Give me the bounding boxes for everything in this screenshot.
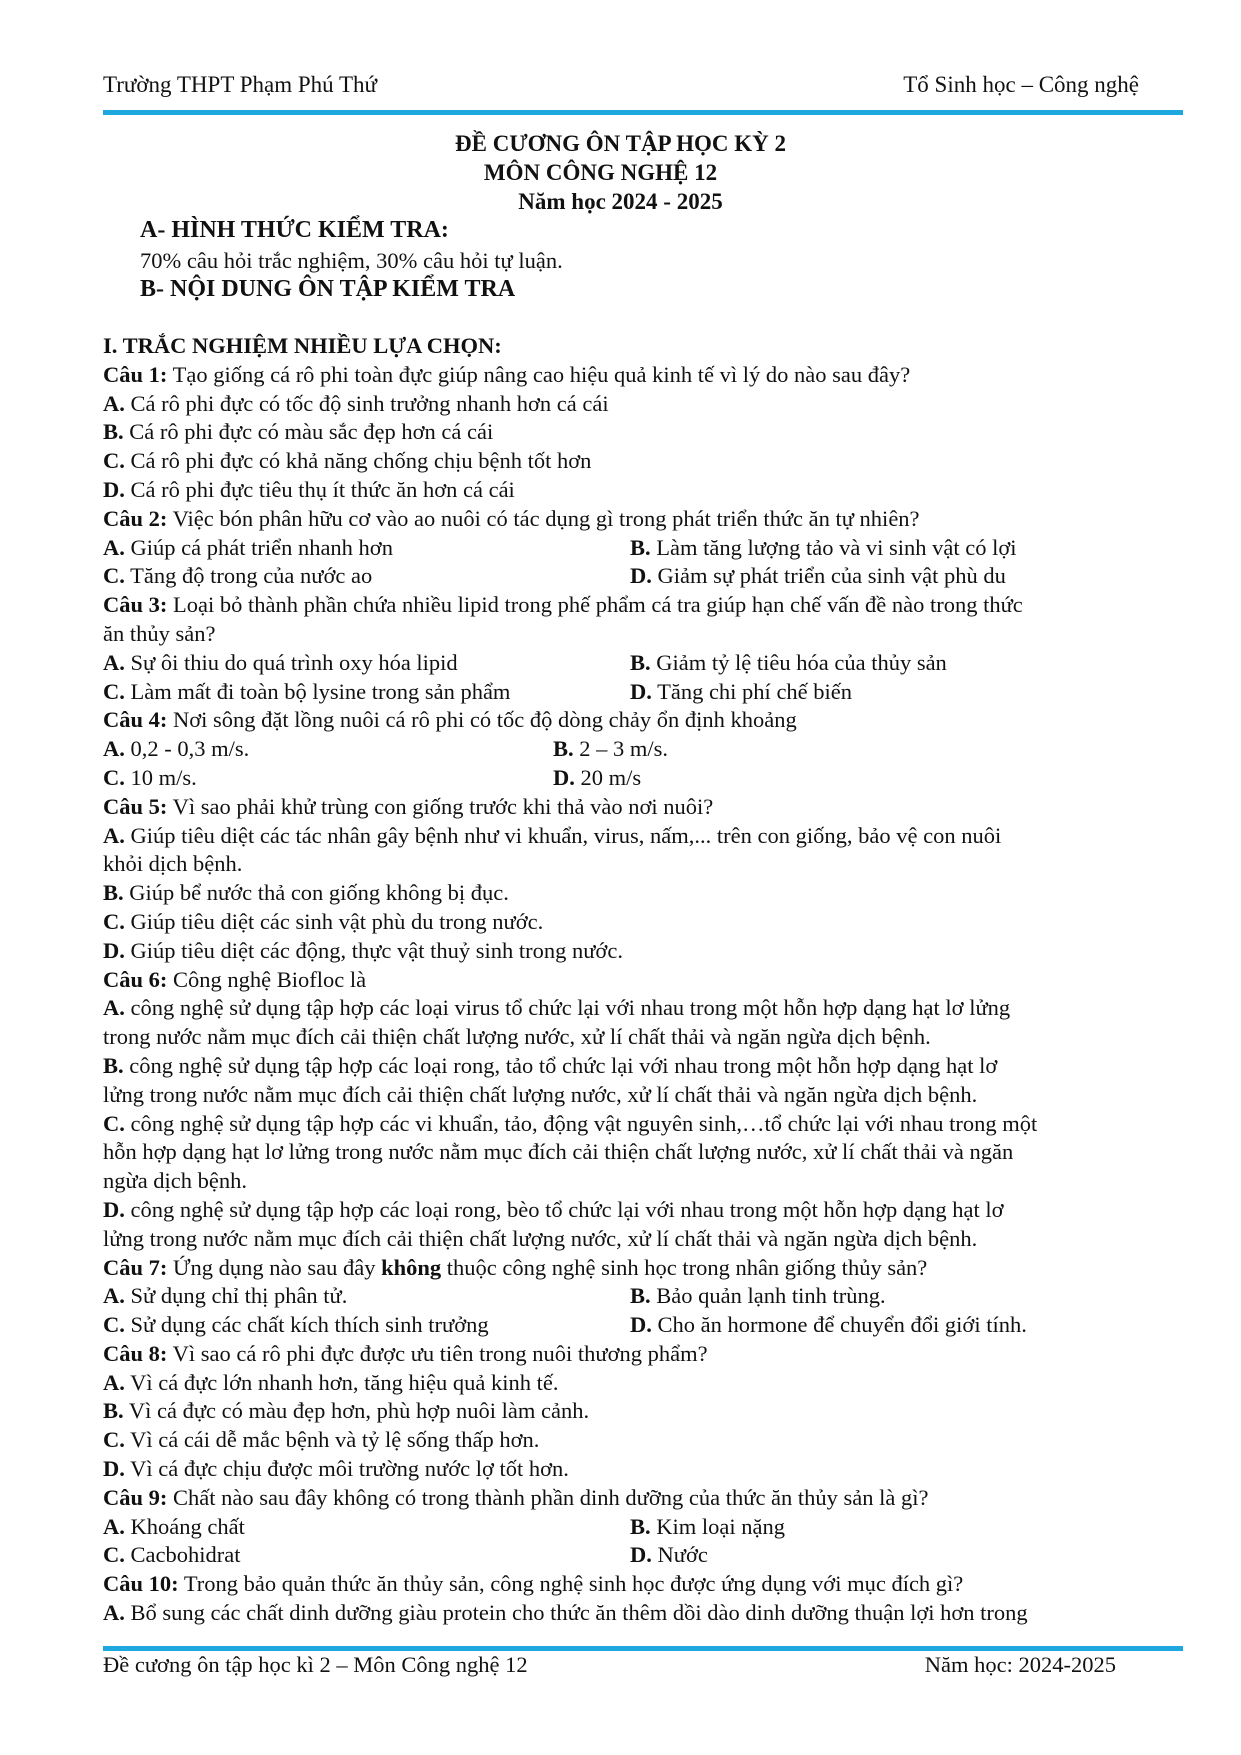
option-4c	[103, 764, 553, 793]
option-text: 20 m/s	[574, 764, 642, 790]
option-text: Giúp cá phát triển nhanh hơn	[124, 534, 393, 560]
option-label: D.	[553, 764, 575, 790]
option-text: Vì cá đực có màu đẹp hơn, phù hợp nuôi làm cảnh.	[123, 1398, 590, 1424]
option-text: Cá rô phi đực tiêu thụ ít thức ăn hơn cá cái	[124, 476, 515, 502]
question-2	[103, 505, 1183, 534]
option-label: D.	[630, 563, 652, 589]
question-1	[103, 361, 1183, 390]
option-text: Làm mất đi toàn bộ lysine trong sản phẩm	[124, 678, 511, 704]
options-3cd	[103, 678, 1183, 707]
option-text: 2 – 3 m/s.	[573, 736, 669, 762]
question-text: thuộc công nghệ sinh học trong nhân giống thủy sản?	[441, 1254, 928, 1280]
option-2b	[630, 534, 1017, 563]
option-text: Sự ôi thiu do quá trình oxy hóa lipid	[124, 649, 458, 675]
option-6c	[103, 1110, 1183, 1139]
option-5c	[103, 908, 1183, 937]
option-label: B.	[630, 534, 651, 560]
option-text: công nghệ sử dụng tập hợp các loại rong, tảo tổ chức lại với nhau trong một hỗn hợp dạng hạt lơ	[123, 1052, 998, 1078]
question-label: Câu 8:	[103, 1340, 168, 1366]
option-7c	[103, 1311, 630, 1340]
question-5	[103, 793, 1183, 822]
option-text: Giúp bể nước thả con giống không bị đục.	[123, 880, 509, 906]
option-label: B.	[103, 1398, 124, 1424]
option-7a	[103, 1282, 630, 1311]
option-10a	[103, 1599, 1183, 1628]
question-label: Câu 2:	[103, 505, 168, 531]
options-3ab	[103, 649, 1183, 678]
option-text: Giảm sự phát triển của sinh vật phù du	[651, 563, 1006, 589]
option-2c	[103, 562, 630, 591]
option-8c	[103, 1426, 1183, 1455]
question-9	[103, 1484, 1183, 1513]
question-label: Câu 3:	[103, 592, 168, 618]
option-label: A.	[103, 1369, 125, 1395]
option-text: công nghệ sử dụng tập hợp các loại virus tổ chức lại với nhau trong một hỗn hợp dạng hạt lơ lửng	[124, 995, 1011, 1021]
options-7ab	[103, 1282, 1183, 1311]
option-text: công nghệ sử dụng tập hợp các loại rong, bèo tổ chức lại với nhau trong một hỗn hợp dạng hạt lơ	[124, 1196, 1004, 1222]
option-9d	[630, 1541, 708, 1570]
option-label: D.	[630, 1312, 652, 1338]
option-text: Giúp tiêu diệt các sinh vật phù du trong nước.	[124, 908, 544, 934]
option-text: Sử dụng các chất kích thích sinh trưởng	[124, 1312, 489, 1338]
question-text: Ứng dụng nào sau đây	[167, 1254, 382, 1280]
option-label: C.	[103, 908, 125, 934]
option-label: C.	[103, 764, 125, 790]
option-label: A.	[103, 736, 125, 762]
option-2d	[630, 562, 1006, 591]
option-label: A.	[103, 1283, 125, 1309]
question-3-cont: ăn thủy sản?	[103, 620, 216, 646]
option-text: Kim loại nặng	[650, 1513, 785, 1539]
option-6a	[103, 994, 1183, 1023]
option-text: Cá rô phi đực có khả năng chống chịu bệnh tốt hơn	[124, 448, 592, 474]
question-text: Vì sao cá rô phi đực được ưu tiên trong nuôi thương phẩm?	[167, 1340, 708, 1366]
header-department: Tổ Sinh học – Công nghệ	[903, 72, 1139, 97]
question-text: Việc bón phân hữu cơ vào ao nuôi có tác dụng gì trong phát triển thức ăn tự nhiên?	[167, 505, 920, 531]
option-7d	[630, 1311, 1027, 1340]
document-title: ĐỀ CƯƠNG ÔN TẬP HỌC KỲ 2	[455, 131, 786, 156]
question-text: Vì sao phải khử trùng con giống trước khi thả vào nơi nuôi?	[167, 793, 714, 819]
header-rule	[103, 110, 1183, 115]
section-a-heading: A- HÌNH THỨC KIỂM TRA:	[140, 217, 449, 243]
options-9cd	[103, 1541, 1183, 1570]
option-3b	[630, 649, 947, 678]
question-text: Nơi sông đặt lồng nuôi cá rô phi có tốc độ dòng chảy ổn định khoảng	[167, 707, 797, 733]
option-label: D.	[103, 1196, 125, 1222]
question-8	[103, 1340, 1183, 1369]
option-3c	[103, 678, 630, 707]
question-text: Tạo giống cá rô phi toàn đực giúp nâng cao hiệu quả kinh tế vì lý do nào sau đây?	[167, 361, 911, 387]
option-label: B.	[630, 649, 651, 675]
option-label: A.	[103, 390, 125, 416]
question-emphasis: không	[381, 1254, 442, 1280]
option-label: C.	[103, 1110, 125, 1136]
option-6d	[103, 1196, 1183, 1225]
option-text: Vì cá đực chịu được môi trường nước lợ tốt hơn.	[124, 1456, 569, 1482]
option-6b-cont: lửng trong nước nằm mục đích cải thiện chất lượng nước, xử lí chất thải và ngăn ngừa dịch bệnh.	[103, 1081, 978, 1107]
option-label: D.	[630, 678, 652, 704]
option-label: B.	[553, 736, 574, 762]
option-6c-cont: hỗn hợp dạng hạt lơ lửng trong nước nằm mục đích cải thiện chất lượng nước, xử lí chất thải và ngăn	[103, 1139, 1014, 1165]
question-text: Chất nào sau đây không có trong thành phần dinh dưỡng của thức ăn thủy sản là gì?	[167, 1484, 929, 1510]
question-label: Câu 10:	[103, 1571, 179, 1597]
option-text: Sử dụng chỉ thị phân tử.	[124, 1283, 348, 1309]
question-label: Câu 1:	[103, 361, 168, 387]
option-label: B.	[630, 1513, 651, 1539]
question-4	[103, 706, 1183, 735]
question-label: Câu 7:	[103, 1254, 168, 1280]
option-text: 0,2 - 0,3 m/s.	[124, 736, 250, 762]
option-text: Giúp tiêu diệt các tác nhân gây bệnh như vi khuẩn, virus, nấm,... trên con giống, bảo vệ con nuôi	[124, 822, 1002, 848]
options-4cd	[103, 764, 1183, 793]
options-7cd	[103, 1311, 1183, 1340]
option-label: A.	[103, 1513, 125, 1539]
footer-rule	[103, 1646, 1183, 1651]
question-label: Câu 9:	[103, 1484, 168, 1510]
option-4b	[553, 735, 668, 764]
question-10	[103, 1570, 1183, 1599]
option-text: Cá rô phi đực có tốc độ sinh trưởng nhanh hơn cá cái	[124, 390, 609, 416]
option-6c-cont2: ngừa dịch bệnh.	[103, 1168, 248, 1194]
question-6	[103, 966, 1183, 995]
question-text: Trong bảo quản thức ăn thủy sản, công nghệ sinh học được ứng dụng với mục đích gì?	[178, 1571, 964, 1597]
option-label: B.	[103, 1052, 124, 1078]
option-label: A.	[103, 1600, 125, 1626]
option-text: Bổ sung các chất dinh dưỡng giàu protein cho thức ăn thêm dồi dào dinh dưỡng thuận lợi hơn trong	[124, 1600, 1028, 1626]
option-label: A.	[103, 822, 125, 848]
option-3d	[630, 678, 852, 707]
question-label: Câu 5:	[103, 793, 168, 819]
option-label: A.	[103, 534, 125, 560]
option-text: Cá rô phi đực có màu sắc đẹp hơn cá cái	[123, 419, 494, 445]
option-8d	[103, 1455, 1183, 1484]
option-6b	[103, 1052, 1183, 1081]
option-text: Tăng chi phí chế biến	[651, 678, 853, 704]
option-label: B.	[103, 880, 124, 906]
option-text: Giúp tiêu diệt các động, thực vật thuỷ sinh trong nước.	[124, 937, 623, 963]
option-label: C.	[103, 1427, 125, 1453]
option-label: B.	[103, 419, 124, 445]
option-3a	[103, 649, 630, 678]
option-5a	[103, 822, 1183, 851]
option-label: D.	[103, 937, 125, 963]
part1-heading: I. TRẮC NGHIỆM NHIỀU LỰA CHỌN:	[103, 333, 502, 358]
option-text: Vì cá đực lớn nhanh hơn, tăng hiệu quả kinh tế.	[124, 1369, 559, 1395]
option-4d	[553, 764, 641, 793]
option-label: C.	[103, 448, 125, 474]
question-7	[103, 1254, 1183, 1283]
option-text: Giảm tỷ lệ tiêu hóa của thủy sản	[650, 649, 947, 675]
question-text: Loại bỏ thành phần chứa nhiều lipid trong phế phẩm cá tra giúp hạn chế vấn đề nào trong thức	[167, 592, 1023, 618]
option-5d	[103, 937, 1183, 966]
option-6a-cont: trong nước nằm mục đích cải thiện chất lượng nước, xử lí chất thải và ngăn ngừa dịch bệnh.	[103, 1024, 931, 1050]
option-2a	[103, 534, 630, 563]
option-text: 10 m/s.	[124, 764, 197, 790]
option-5a-cont: khỏi dịch bệnh.	[103, 851, 243, 877]
section-a-text: 70% câu hỏi trắc nghiệm, 30% câu hỏi tự luận.	[140, 248, 563, 273]
options-9ab	[103, 1513, 1183, 1542]
option-text: Cho ăn hormone để chuyển đổi giới tính.	[651, 1312, 1027, 1338]
question-list	[103, 332, 1183, 1628]
option-label: A.	[103, 649, 125, 675]
header-school: Trường THPT Phạm Phú Thứ	[103, 72, 377, 97]
options-2cd	[103, 562, 1183, 591]
option-text: Vì cá cái dễ mắc bệnh và tỷ lệ sống thấp hơn.	[124, 1427, 540, 1453]
option-label: D.	[103, 476, 125, 502]
option-8b	[103, 1397, 1183, 1426]
option-9b	[630, 1513, 785, 1542]
option-1a	[103, 390, 1183, 419]
option-8a	[103, 1369, 1183, 1398]
option-4a	[103, 735, 553, 764]
option-7b	[630, 1282, 886, 1311]
option-text: Khoáng chất	[124, 1513, 245, 1539]
question-text: Công nghệ Biofloc là	[167, 966, 367, 992]
option-text: Cacbohidrat	[124, 1542, 241, 1568]
footer-right: Năm học: 2024-2025	[924, 1652, 1116, 1677]
option-label: D.	[630, 1542, 652, 1568]
option-9a	[103, 1513, 630, 1542]
option-label: A.	[103, 995, 125, 1021]
option-6d-cont: lửng trong nước nằm mục đích cải thiện chất lượng nước, xử lí chất thải và ngăn ngừa dịch bệnh.	[103, 1225, 978, 1251]
option-label: C.	[103, 563, 125, 589]
option-text: Làm tăng lượng tảo và vi sinh vật có lợi	[650, 534, 1017, 560]
option-label: B.	[630, 1283, 651, 1309]
option-label: D.	[103, 1456, 125, 1482]
option-1d	[103, 476, 1183, 505]
option-1c	[103, 447, 1183, 476]
options-2ab	[103, 534, 1183, 563]
options-4ab	[103, 735, 1183, 764]
document-subject: MÔN CÔNG NGHỆ 12	[483, 160, 718, 185]
option-label: C.	[103, 1312, 125, 1338]
option-text: Tăng độ trong của nước ao	[124, 563, 373, 589]
option-5b	[103, 879, 1183, 908]
option-9c	[103, 1541, 630, 1570]
document-year: Năm học 2024 - 2025	[518, 189, 723, 214]
option-label: C.	[103, 678, 125, 704]
section-b-heading: B- NỘI DUNG ÔN TẬP KIỂM TRA	[140, 276, 516, 302]
question-label: Câu 6:	[103, 966, 168, 992]
option-text: Nước	[651, 1542, 708, 1568]
option-text: Bảo quản lạnh tinh trùng.	[650, 1283, 886, 1309]
option-text: công nghệ sử dụng tập hợp các vi khuẩn, tảo, động vật nguyên sinh,…tổ chức lại với nhau trong một	[124, 1110, 1038, 1136]
option-label: C.	[103, 1542, 125, 1568]
option-1b	[103, 418, 1183, 447]
question-3	[103, 591, 1183, 620]
footer-left: Đề cương ôn tập học kì 2 – Môn Công nghệ 12	[103, 1652, 528, 1677]
question-label: Câu 4:	[103, 707, 168, 733]
